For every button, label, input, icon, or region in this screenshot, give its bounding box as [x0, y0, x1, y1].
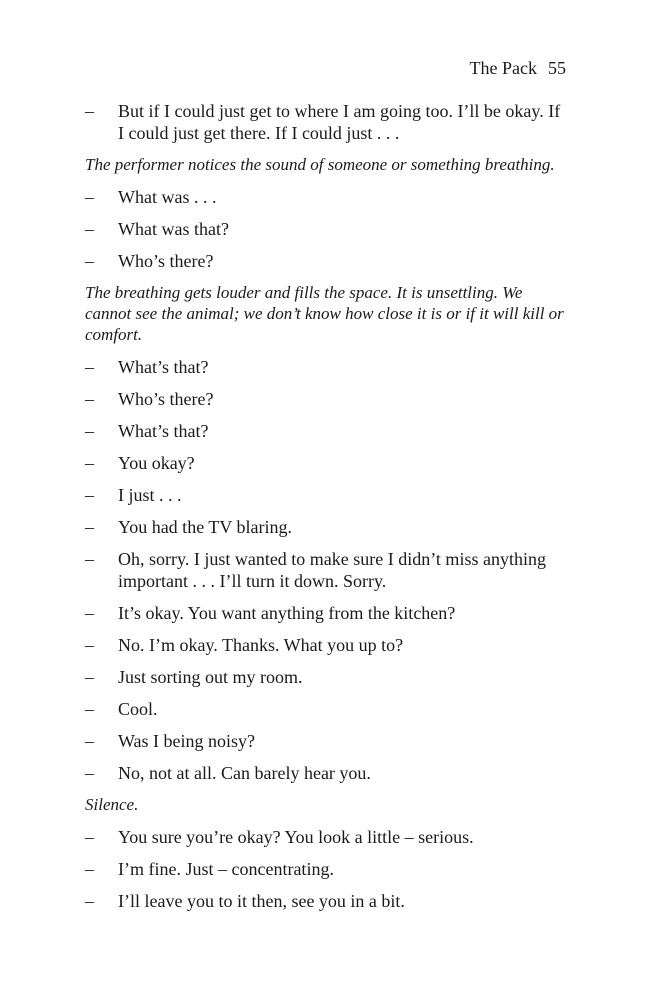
dialogue-text: What’s that? — [118, 421, 209, 441]
dialogue-line — [85, 666, 565, 688]
dialogue-text: Was I being noisy? — [118, 731, 256, 751]
dialogue-dash: – — [85, 389, 94, 409]
dialogue-text: I’m fine. Just – concentrating. — [118, 859, 334, 879]
dialogue-line — [85, 186, 565, 208]
dialogue-line — [85, 388, 565, 410]
dialogue-line — [85, 730, 565, 752]
dialogue-text: Who’s there? — [118, 251, 214, 271]
stage-direction: Silence. — [85, 795, 139, 814]
dialogue-dash: – — [85, 699, 94, 719]
dialogue-line — [85, 484, 565, 506]
dialogue-line — [85, 634, 565, 656]
dialogue-line — [85, 420, 565, 442]
dialogue-dash: – — [85, 731, 94, 751]
dialogue-text: But if I could just get to where I am going too. I’ll be okay. If I could just get there. If I could just . . . — [118, 101, 561, 143]
dialogue-dash: – — [85, 219, 94, 239]
dialogue-dash: – — [85, 827, 94, 847]
dialogue-dash: – — [85, 549, 94, 569]
dialogue-text: You okay? — [118, 453, 195, 473]
dialogue-text: What was . . . — [118, 187, 217, 207]
dialogue-line — [85, 890, 565, 912]
dialogue-text: You sure you’re okay? You look a little – serious. — [118, 827, 474, 847]
page-number: 55 — [548, 58, 566, 78]
stage-direction: The performer notices the sound of someone or something breathing. — [85, 155, 555, 174]
dialogue-line — [85, 516, 565, 538]
dialogue-line — [85, 356, 565, 378]
dialogue-dash: – — [85, 485, 94, 505]
dialogue-dash: – — [85, 421, 94, 441]
dialogue-text: Oh, sorry. I just wanted to make sure I didn’t miss anything important . . . I’ll turn it down. Sorry. — [118, 549, 546, 591]
dialogue-dash: – — [85, 763, 94, 783]
dialogue-line — [85, 250, 565, 272]
dialogue-dash: – — [85, 859, 94, 879]
dialogue-dash: – — [85, 667, 94, 687]
dialogue-dash: – — [85, 517, 94, 537]
dialogue-dash: – — [85, 453, 94, 473]
running-header — [470, 57, 566, 79]
dialogue-text: It’s okay. You want anything from the kitchen? — [118, 603, 456, 623]
dialogue-line — [85, 218, 565, 240]
stage-direction: The breathing gets louder and fills the space. It is unsettling. We cannot see the animal; we don’t know how close it is or if it will kill or comfort. — [85, 283, 564, 344]
script-body — [85, 100, 565, 922]
dialogue-text: What’s that? — [118, 357, 209, 377]
dialogue-text: Cool. — [118, 699, 158, 719]
dialogue-line — [85, 858, 565, 880]
dialogue-text: I’ll leave you to it then, see you in a bit. — [118, 891, 405, 911]
dialogue-line — [85, 602, 565, 624]
dialogue-dash: – — [85, 357, 94, 377]
dialogue-line — [85, 826, 565, 848]
dialogue-line — [85, 548, 565, 592]
dialogue-dash: – — [85, 891, 94, 911]
dialogue-line — [85, 762, 565, 784]
dialogue-dash: – — [85, 635, 94, 655]
dialogue-line — [85, 100, 565, 144]
dialogue-text: What was that? — [118, 219, 229, 239]
dialogue-dash: – — [85, 187, 94, 207]
dialogue-line — [85, 452, 565, 474]
dialogue-dash: – — [85, 101, 94, 121]
dialogue-line — [85, 698, 565, 720]
dialogue-dash: – — [85, 603, 94, 623]
dialogue-text: No, not at all. Can barely hear you. — [118, 763, 371, 783]
dialogue-text: I just . . . — [118, 485, 182, 505]
dialogue-text: You had the TV blaring. — [118, 517, 293, 537]
dialogue-text: Who’s there? — [118, 389, 214, 409]
dialogue-text: Just sorting out my room. — [118, 667, 303, 687]
dialogue-text: No. I’m okay. Thanks. What you up to? — [118, 635, 404, 655]
dialogue-dash: – — [85, 251, 94, 271]
running-header-title: The Pack — [469, 58, 537, 78]
